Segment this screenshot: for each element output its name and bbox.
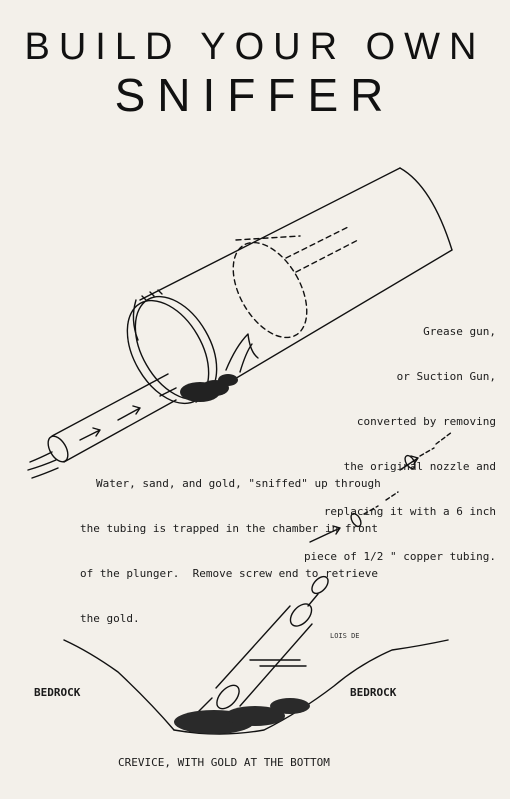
- caption-line: Grease gun,: [423, 325, 496, 338]
- bedrock-left-label: BEDROCK: [34, 686, 81, 699]
- artist-signature: LOIS DE: [330, 632, 360, 640]
- water-sand-caption: [80, 446, 381, 656]
- caption-line: or Suction Gun,: [396, 370, 496, 383]
- caption-line: converted by removing: [356, 415, 496, 428]
- caption-line: the tubing is trapped in the chamber in front: [80, 522, 379, 535]
- caption-line: Water, sand, and gold, "sniffed" up through: [96, 477, 381, 490]
- caption-line: piece of 1/2 " copper tubing.: [303, 550, 496, 563]
- caption-line: replacing it with a 6 inch: [323, 505, 496, 518]
- bedrock-right-label: BEDROCK: [350, 686, 397, 699]
- caption-line: the gold.: [80, 612, 140, 625]
- title-line-1: BUILD YOUR OWN: [24, 26, 486, 68]
- crevice-label: CREVICE, WITH GOLD AT THE BOTTOM: [118, 756, 330, 769]
- caption-line: of the plunger. Remove screw end to retrieve: [80, 567, 379, 580]
- caption-line: the original nozzle and: [343, 460, 496, 473]
- title-line-2: SNIFFER: [114, 69, 396, 121]
